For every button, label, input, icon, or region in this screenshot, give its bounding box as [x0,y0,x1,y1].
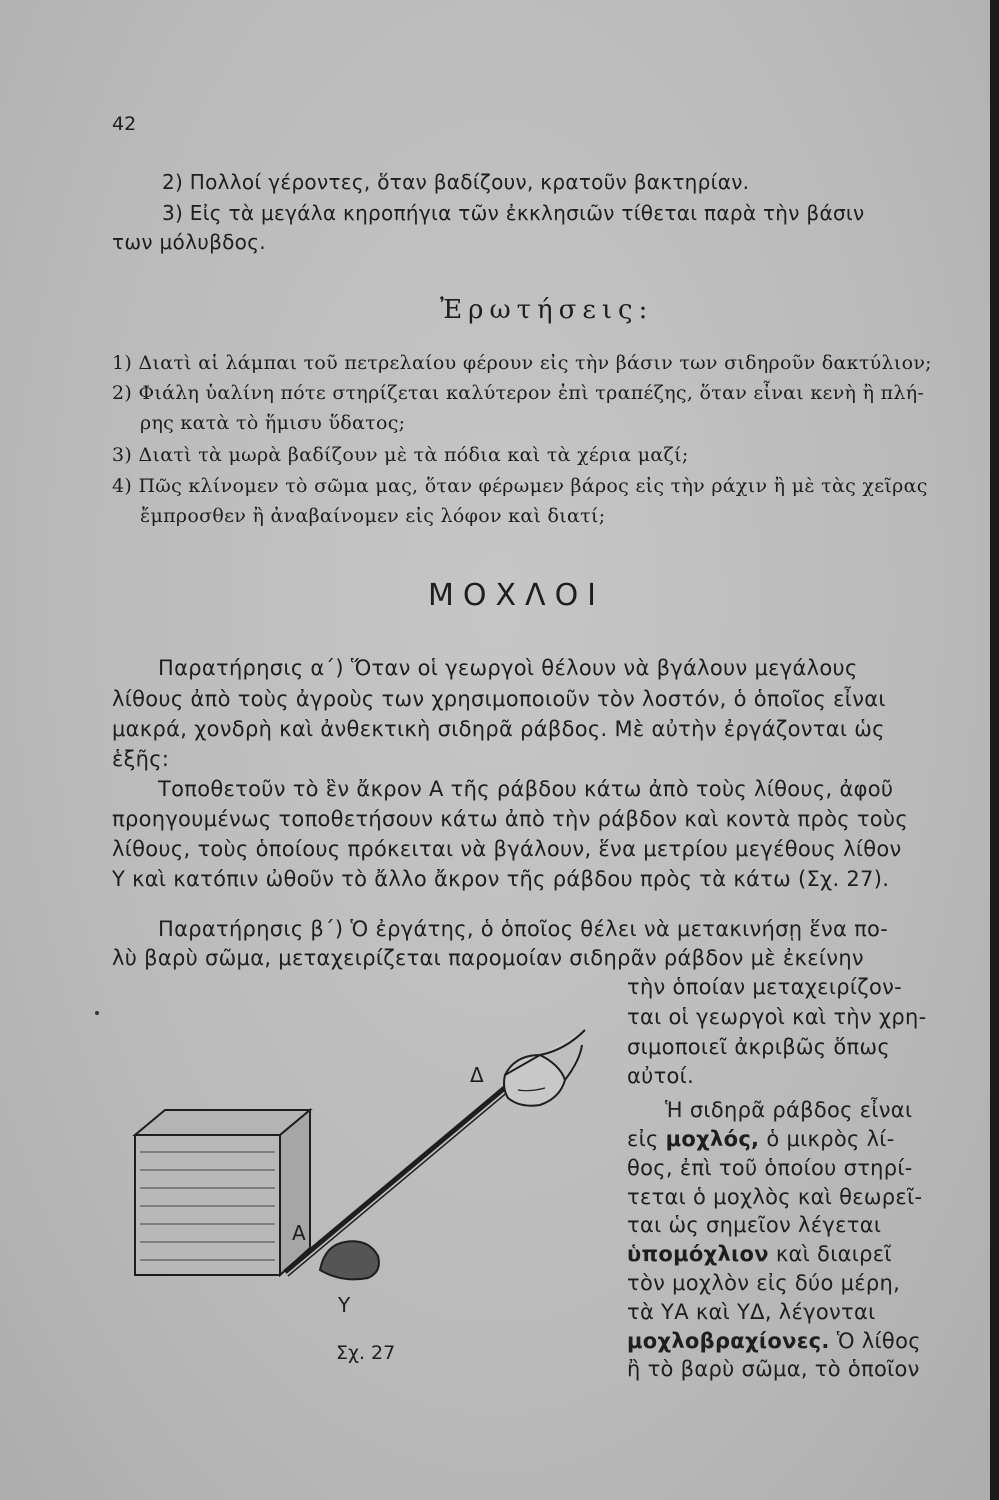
question-4: 4) Πῶς κλίνομεν τὸ σῶμα μας, ὅταν φέρωμεν βάρος εἰς τὴν ράχιν ἢ μὲ τὰς χεῖρας [112,475,928,497]
col2-line-7: τὸν μοχλὸν εἰς δύο μέρη, [627,1271,901,1295]
obs-b-first-line-rest: Ὁ ἐργάτης, ὁ ὁποῖος θέλει νὰ μετακινήσῃ ἕνα πο- [350,917,889,941]
obs-a-line-5: Τοποθετοῦν τὸ ἓν ἄκρον Α τῆς ράβδου κάτω ἀπὸ τοὺς λίθους, ἀφοῦ [158,777,894,801]
lever-figure [120,1020,600,1380]
section-heading: ΜΟΧΛΟΙ [428,578,606,613]
intro-line-3-cont: των μόλυβδος. [112,230,266,254]
question-3: 3) Διατὶ τὰ μωρὰ βαδίζουν μὲ τὰ πόδια καὶ τὰ χέρια μαζί; [112,444,689,466]
col2-line-6 [627,1242,892,1266]
obs-a-line-8: Υ καὶ κατόπιν ὠθοῦν τὸ ἄλλο ἄκρον τῆς ράβδου πρὸς τὰ κάτω (Σχ. 27). [112,867,890,891]
obs-a-line-6: προηγουμένως τοποθετήσουν κάτω ἀπὸ τὴν ράβδον καὶ κοντὰ πρὸς τοὺς [112,807,909,831]
col-line-1: τὴν ὁποίαν μεταχειρίζον- [627,975,903,999]
term-mochlovrachiones: μοχλοβραχίονες. [627,1329,830,1353]
col-line-2: ται οἱ γεωργοὶ καὶ τὴν χρη- [627,1005,927,1029]
col2-line-2 [627,1127,895,1151]
page-number: 42 [112,113,137,135]
intro-line-2: 2) Πολλοί γέροντες, ὅταν βαδίζουν, κρατοῦν βακτηρίαν. [162,170,750,194]
col-line-3: σιμοποιεῖ ἀκριβῶς ὅπως [627,1035,890,1059]
hand [504,1030,585,1106]
question-4-cont: ἔμπροσθεν ἢ ἀναβαίνομεν εἰς λόφον καὶ διατί; [140,505,606,527]
col2-line-4: τεται ὁ μοχλὸς καὶ θεωρεῖ- [627,1185,923,1209]
obs-a-line-7: λίθους, τοὺς ὁποίους πρόκειται νὰ βγάλουν, ἕνα μετρίου μεγέθους λίθον [112,837,902,861]
obs-a-line-4: ἑξῆς: [112,747,170,771]
block-side-face [280,1110,310,1275]
questions-heading: Ἐρωτήσεις: [440,295,654,325]
obs-a-label: Παρατήρησις α΄) [158,656,344,680]
col2-line-2-pre: εἰς [627,1127,659,1151]
col2-line-9-post: Ὁ λίθος [836,1329,921,1353]
obs-a-line-2: λίθους ἀπὸ τοὺς ἀγροὺς των χρησιμοποιοῦν τὸν λοστόν, ὁ ὁποῖος εἶναι [112,687,886,711]
col2-line-1: Ἡ σιδηρᾶ ράβδος εἶναι [665,1098,913,1122]
label-y: Υ [338,1293,351,1317]
intro-line-3: 3) Εἰς τὰ μεγάλα κηροπήγια τῶν ἐκκλησιῶν τίθεται παρὰ τὴν βάσιν [162,201,865,225]
block-front-face [135,1135,280,1275]
term-ypomochlion: ὑπομόχλιον [627,1242,769,1266]
obs-b-first-line [158,917,888,941]
obs-b-label: Παρατήρησις β΄) [158,917,344,941]
obs-a-first-line-rest: Ὅταν οἱ γεωργοὶ θέλουν νὰ βγάλουν μεγάλους [350,656,858,680]
col2-line-2-post: ὁ μικρὸς λί- [766,1127,895,1151]
label-a: Α [292,1221,306,1245]
col2-line-5: ται ὡς σημεῖον λέγεται [627,1213,882,1237]
obs-b-line-2: λὺ βαρὺ σῶμα, μεταχειρίζεται παρομοίαν σιδηρᾶν ράβδον μὲ ἐκείνην [112,946,864,970]
question-2-cont: ρης κατὰ τὸ ἥμισυ ὕδατος; [140,412,406,434]
obs-a-first-line [158,656,858,680]
col2-line-6-post: καὶ διαιρεῖ [775,1242,892,1266]
col2-line-3: θος, ἐπὶ τοῦ ὁποίου στηρί- [627,1156,913,1180]
col-line-4: αὐτοί. [627,1064,695,1088]
figure-caption: Σχ. 27 [336,1342,396,1364]
question-1: 1) Διατὶ αἱ λάμπαι τοῦ πετρελαίου φέρουν εἰς τὴν βάσιν των σιδηροῦν δακτύλιον; [112,352,932,374]
obs-a-line-3: μακρά, χονδρὴ καὶ ἀνθεκτικὴ σιδηρᾶ ράβδος. Μὲ αὐτὴν ἐργάζονται ὡς [112,717,885,741]
col2-line-10: ἢ τὸ βαρὺ σῶμα, τὸ ὁποῖον [627,1357,920,1381]
col2-line-9 [627,1329,921,1353]
lever-rod [285,1075,520,1272]
stray-dot [95,1011,99,1015]
label-d: Δ [470,1063,484,1087]
fulcrum-stone [320,1241,379,1279]
term-mochlos: μοχλός, [665,1127,760,1151]
question-2: 2) Φιάλη ὑαλίνη πότε στηρίζεται καλύτερον ἐπὶ τραπέζης, ὅταν εἶναι κενὴ ἢ πλή- [112,382,925,404]
col2-line-8: τὰ ΥΑ καὶ ΥΔ, λέγονται [627,1300,876,1324]
